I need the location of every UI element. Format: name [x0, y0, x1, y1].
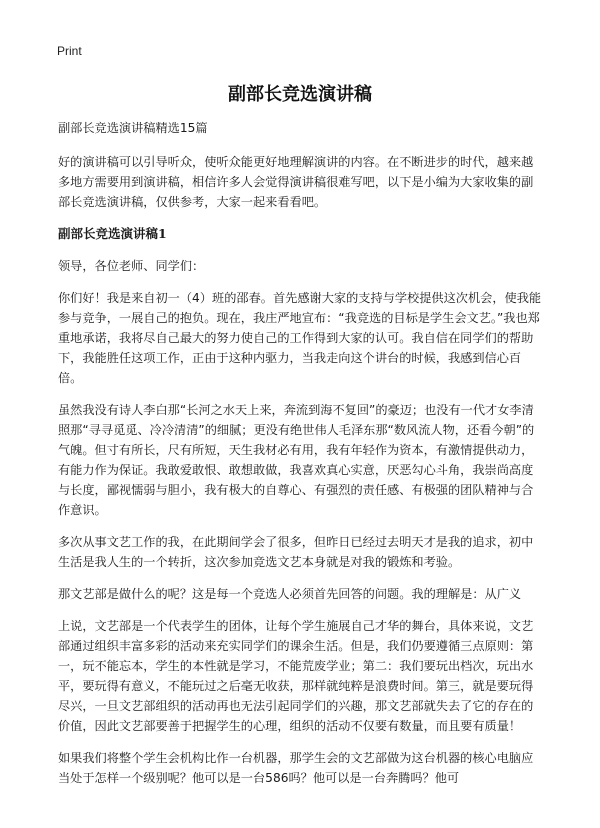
- body-paragraph-3: 多次从事文艺工作的我，在此期间学会了很多，但昨日已经过去明天才是我的追求，初中生活是我人生的一个转折，这次参加竞选文艺本身就是对我的锻炼和考验。: [58, 535, 534, 569]
- print-link[interactable]: Print: [57, 44, 82, 58]
- page-title: 副部长竞选演讲稿: [228, 84, 372, 105]
- body-paragraph-6: 如果我们将整个学生会机构比作一台机器，那学生会的文艺部做为这台机器的核心电脑应当处于怎样一个级别呢？他可以是一台586吗？他可以是一台奔腾吗？他可: [58, 751, 534, 785]
- document-subtitle: 副部长竞选演讲稿精选15篇: [58, 121, 208, 135]
- section-heading: 副部长竞选演讲稿1: [58, 226, 167, 241]
- greeting-paragraph: 领导，各位老师、同学们：: [58, 259, 205, 273]
- body-paragraph-4: 那文艺部是做什么的呢？这是每一个竞选人必须首先回答的问题。我的理解是：从广义: [58, 587, 522, 601]
- body-paragraph-1: 你们好！我是来自初一（4）班的邵春。首先感谢大家的支持与学校提供这次机会，使我能参与竞争，一展自己的抱负。现在，我庄严地宣布：“我竞选的目标是学生会文艺。”我也郑重地承诺，我将尽自己最大的努力使自己的工作得到大家的认可。我自信在同学们的帮助下，我能胜任这项工作，正由于这种内驱力，当我走向这个讲台的时候，我感到信心百倍。: [58, 291, 542, 385]
- document-body: [58, 118, 542, 800]
- body-paragraph-5: 上说，文艺部是一个代表学生的团体，让每个学生施展自己才华的舞台，具体来说，文艺部通过组织丰富多彩的活动来充实同学们的课余生活。但是，我们仍要遵循三点原则：第一，玩不能忘本，学生的本性就是学习，不能荒废学业；第二：我们要玩出档次，玩出水平，要玩得有意义，不能玩过之后毫无收获，那样就纯粹是浪费时间。第三，就是要玩得尽兴，一旦文艺部组织的活动再也无法引起同学们的兴趣，那文艺部就失去了它的存在的价值，因此文艺部要善于把握学生的心理，组织的活动不仅要有数量，而且要有质量！: [58, 619, 534, 733]
- intro-paragraph: 好的演讲稿可以引导听众，使听众能更好地理解演讲的内容。在不断进步的时代，越来越多地方需要用到演讲稿，相信许多人会觉得演讲稿很难写吧，以下是小编为大家收集的副部长竞选演讲稿，仅供参考，大家一起来看看吧。: [58, 155, 534, 209]
- body-paragraph-2: 虽然我没有诗人李白那“长河之水天上来，奔流到海不复回”的豪迈；也没有一代才女李清照那“寻寻觅觅、冷冷清清”的细腻；更没有绝世伟人毛泽东那“数风流人物，还看今朝”的气魄。但寸有所长，尺有所短，天生我材必有用，我有年轻作为资本，有激情提供动力，有能力作为保证。我敢爱敢恨、敢想敢做，我喜欢真心实意，厌恶勾心斗角，我崇尚高度与长度，鄙视懦弱与胆小，我有极大的自尊心、有强烈的责任感、有极强的团队精神与合作意识。: [58, 403, 535, 517]
